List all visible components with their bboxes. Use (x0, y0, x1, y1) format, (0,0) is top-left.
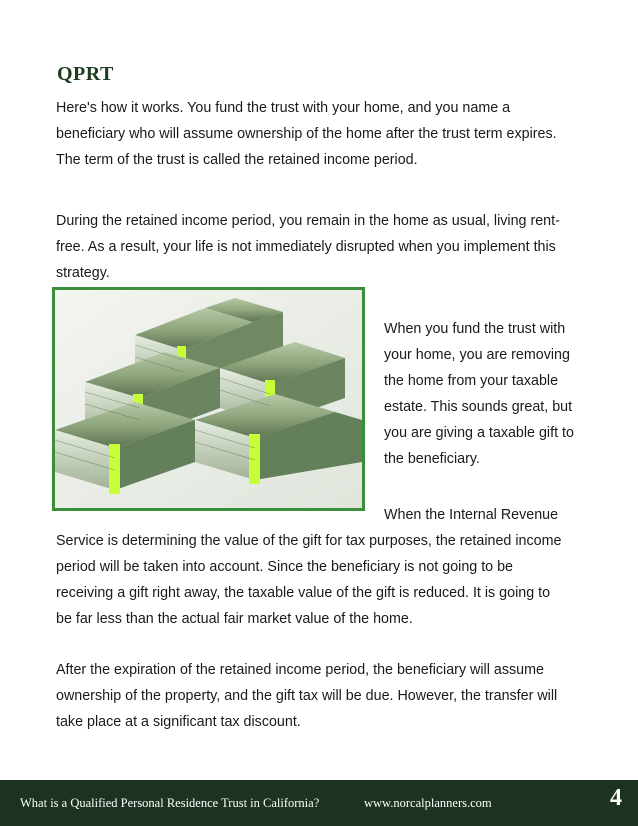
paragraph-irs-first-line (384, 502, 558, 528)
text-line: During the retained income period, you remain in the home as usual, living rent- (56, 213, 560, 229)
money-stacks-image (52, 287, 365, 511)
text-line: Service is determining the value of the gift for tax purposes, the retained income (56, 533, 562, 549)
footer-website-link[interactable]: www.norcalplanners.com (364, 796, 492, 810)
paragraph-irs-valuation (56, 528, 561, 632)
section-heading: QPRT (57, 63, 114, 85)
text-line: you are giving a taxable gift to (384, 425, 574, 441)
footer-document-title: What is a Qualified Personal Residence Trust in California? (20, 796, 320, 810)
text-line: After the expiration of the retained income period, the beneficiary will assume (56, 662, 544, 678)
paragraph-retained-period (56, 208, 560, 286)
text-line: ownership of the property, and the gift tax will be due. However, the transfer will (56, 688, 558, 704)
paragraph-expiration (56, 657, 557, 735)
page-footer (0, 780, 638, 826)
paragraph-taxable-gift (384, 316, 574, 472)
text-line: the home from your taxable (384, 373, 559, 389)
text-line: beneficiary who will assume ownership of the home after the trust term expires. (56, 126, 557, 142)
text-line: Here's how it works. You fund the trust with your home, and you name a (56, 100, 511, 116)
text-line: period will be taken into account. Since the beneficiary is not going to be (56, 559, 513, 575)
text-line: The term of the trust is called the retained income period. (56, 152, 418, 168)
text-line: receiving a gift right away, the taxable value of the gift is reduced. It is going to (56, 585, 551, 601)
text-line: When you fund the trust with (384, 321, 566, 337)
text-line: your home, you are removing (384, 347, 570, 363)
text-line: be far less than the actual fair market value of the home. (56, 611, 413, 627)
text-line: estate. This sounds great, but (384, 399, 573, 415)
paragraph-how-it-works (56, 95, 557, 173)
text-line: the beneficiary. (384, 451, 480, 467)
money-stacks-illustration (55, 290, 362, 508)
text-line: strategy. (56, 265, 110, 281)
page-number: 4 (610, 785, 622, 811)
text-line: take place at a significant tax discount. (56, 714, 301, 730)
text-line: free. As a result, your life is not immediately disrupted when you implement this (56, 239, 556, 255)
text-line: When the Internal Revenue (384, 507, 559, 523)
